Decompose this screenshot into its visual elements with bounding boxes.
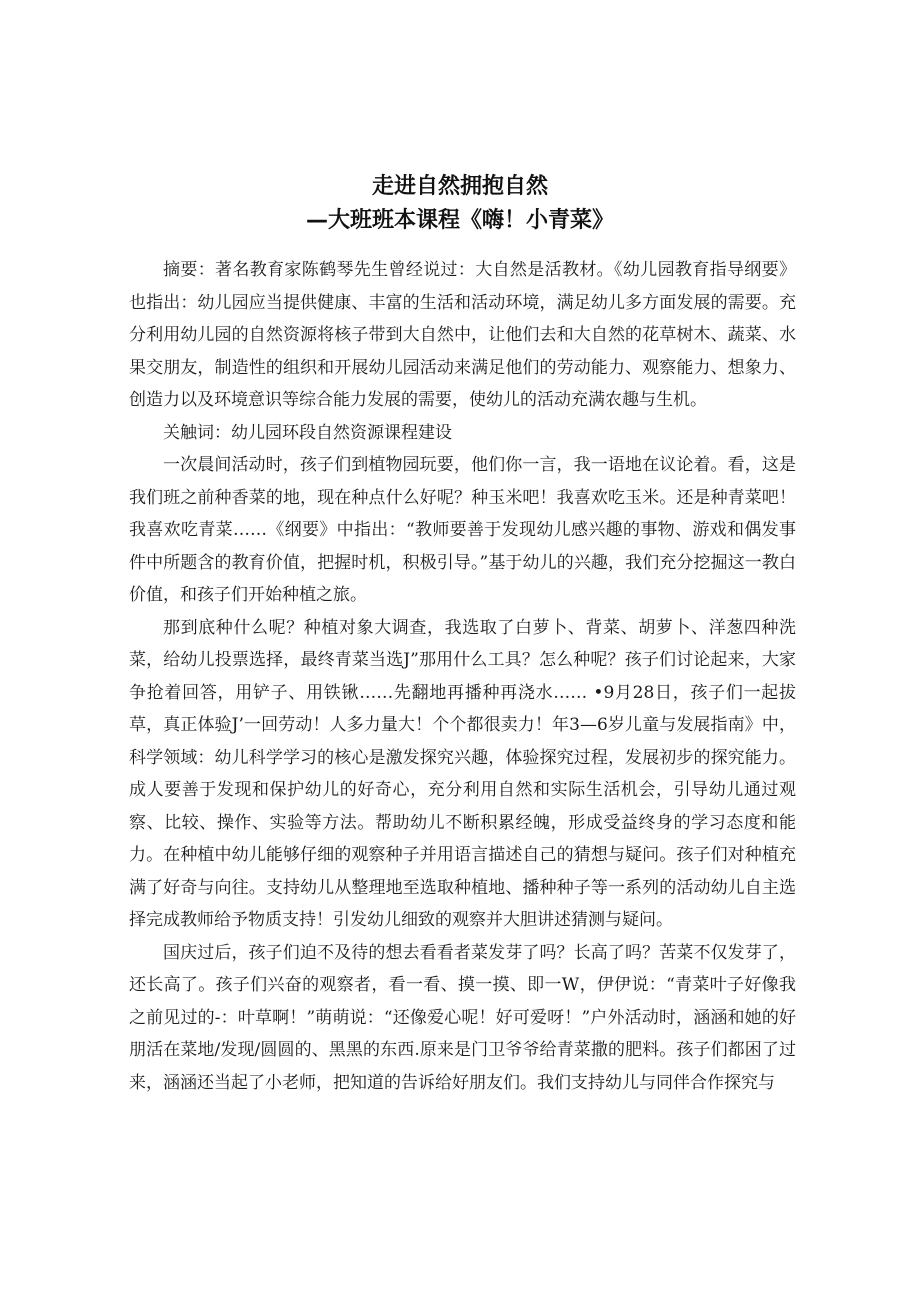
body-paragraph-3: 国庆过后，孩子们迫不及待的想去看看者菜发芽了吗？长高了吗？苦菜不仅发芽了，还长高了。孩子们兴奋的观察者，看一看、摸一摸、即一W，伊伊说：“青菜叶子好像我之前见过的-：叶草啊！”萌萌说：“还像爱心呢！好可爱呀！”户外活动时，涵涵和她的好朋活在菜地/发现/圆圆的、黑黑的东西.原来是门卫爷爷给青菜撒的肥料。孩子们都困了过来，涵涵还当起了小老师，把知道的告诉给好朋友们。我们支持幼儿与同伴合作探究与: [129, 942, 796, 1093]
document-title: 走进自然拥抱自然: [371, 174, 548, 199]
document-body: [129, 254, 796, 1099]
abstract-paragraph: 摘要：著名教育家陈鹤琴先生曾经说过：大自然是活教材。《幼儿园教育指导纲要》也指出：幼儿园应当提供健康、丰富的生活和活动环境，满足幼儿多方面发展的需要。充分利用幼儿园的自然资源将核子带到大自然中，让他们去和大自然的花草树木、蔬菜、水果交朋友，制造性的组织和开展幼儿园活动来满足他们的劳动能力、观察能力、想象力、创造力以及环境意识等综合能力发展的需要，使幼儿的活动充满农趣与生机。: [129, 260, 796, 410]
keywords-line: 关触词：幼儿园环段自然资源课程建设: [163, 422, 452, 443]
body-paragraph-2: 那到底种什么呢？种植对象大调查，我选取了白萝卜、背菜、胡萝卜、洋葱四种洗菜，给幼儿投票选择，最终青菜当选J”那用什么工具？怎么种呢？孩子们讨论起来，大家争抢着回答，用铲子、用铁锹……先翻地再播种再浇水…… •9月28日，孩子们一起拔草，真正体验J’一回劳动！人多力量大！个个都很卖力！年3—6岁儿童与发展指南》中，科学领域：幼儿科学学习的核心是激发探究兴趣，体验探究过程，发展初步的探究能力。成人要善于发现和保护幼儿的好奇心，充分利用自然和实际生活机会，引导幼儿通过观察、比较、操作、实验等方法。帮助幼儿不断积累经魄，形成受益终身的学习态度和能力。在种植中幼儿能够仔细的观察种子并用语言描述自己的猜想与疑问。孩子们对种植充满了好奇与向往。支持幼儿从整理地至选取种植地、播种种子等一系列的活动幼儿自主选择完成教师给予物质支持！引发幼儿细致的观察并大胆讲述猜测与疑问。: [129, 617, 796, 930]
document-subtitle: —大班班本课程《嗨！小青菜》: [305, 208, 614, 233]
body-paragraph-1: 一次晨间活动时，孩子们到植物园玩要，他们你一言，我一语地在议论着。看，这是我们班之前种香菜的地，现在种点什么好呢？种玉米吧！我喜欢吃玉米。还是种青菜吧！我喜欢吃青菜……《纲要》中指出：“教师要善于发现幼儿感兴趣的事物、游戏和偶发事件中所题含的教育价值，把握时机，积极引导。”基于幼儿的兴趣，我们充分挖掘这一教白价值，和孩子们开始种植之旅。: [129, 455, 796, 605]
title-block: [120, 170, 800, 238]
